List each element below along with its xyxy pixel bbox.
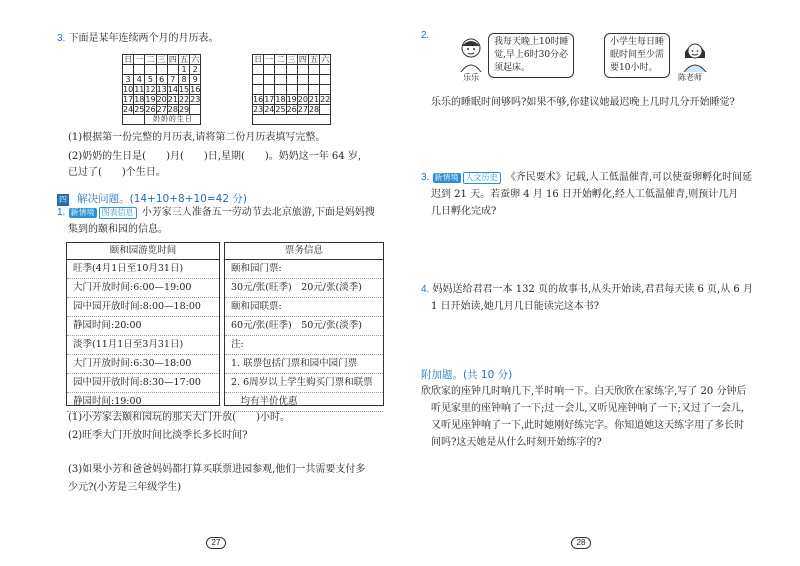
ticket-info-line: 60元/张(旺季) 50元/张(淡季) xyxy=(225,317,383,336)
calendar-day-cell xyxy=(275,75,286,85)
q1-tag-new-context: 新情境 xyxy=(70,208,95,217)
q3r-text-line3: 几日孵化完成? xyxy=(431,206,497,217)
calendar-day-cell: 2 xyxy=(190,65,201,75)
calendar-day-cell: 24 xyxy=(123,105,134,114)
section-4-heading xyxy=(57,187,247,206)
calendar-day-cell: 27 xyxy=(297,105,308,114)
calendar-day-cell xyxy=(253,65,264,75)
calendar-day-cell: 10 xyxy=(123,85,134,94)
calendar-day-cell: 3 xyxy=(123,75,134,85)
q3r-number: 3. xyxy=(421,172,430,183)
calendar-header-cell: 二 xyxy=(276,55,285,64)
calendar-week-row xyxy=(123,65,201,75)
calendar-day-cell: 9 xyxy=(190,75,201,85)
calendar-day-cell xyxy=(297,65,308,75)
calendar-note-blank xyxy=(253,115,331,125)
calendar-day-cell xyxy=(286,85,297,95)
bonus-line: 又听见座钟响了一下,此时她刚好练完字。你知道她这天练字用了多长时 xyxy=(431,420,745,431)
calendar-day-cell: 1 xyxy=(178,65,189,75)
calendar-header-cell: 三 xyxy=(157,55,166,64)
calendar-header-cell: 日 xyxy=(124,55,133,64)
q3r-tag-history: 人文历史 xyxy=(463,172,501,184)
calendar-week-row xyxy=(123,75,201,85)
visit-time-line: 园中园开放时间:8:30—17:00 xyxy=(67,374,219,393)
ticket-info-line: 颐和园联票: xyxy=(225,298,383,317)
q3r-text-line1: 《齐民要术》记载,人工低温催青,可以使蚕卵孵化时间延 xyxy=(505,172,753,183)
calendar-day-cell: 24 xyxy=(264,105,275,114)
calendar-header-cell: 六 xyxy=(191,55,200,64)
teacher-speech-line: 要10小时。 xyxy=(610,63,658,73)
visit-time-box xyxy=(66,242,220,406)
girl-speech-line: 我每天晚上10时睡 xyxy=(494,37,569,47)
calendar-day-cell xyxy=(123,65,134,75)
q1-sub2: (2)旺季大门开放时间比淡季长多长时间? xyxy=(68,430,248,441)
calendar-day-cell: 5 xyxy=(145,75,156,85)
calendar-day-cell: 4 xyxy=(134,75,145,85)
q1-line1 xyxy=(57,206,375,220)
q3-sub2-line1: (2)奶奶的生日是( )月( )日,星期( )。奶奶这一年 64 岁, xyxy=(68,151,362,162)
calendar-day-cell xyxy=(320,65,331,75)
q1-text-line1: 小芳家三人准备五一劳动节去北京旅游,下面是妈妈搜 xyxy=(141,207,375,218)
calendar-note-row xyxy=(123,115,201,125)
calendar-day-cell: 18 xyxy=(275,95,286,104)
q1-sub3-line2: 少元?(小芳是三年级学生) xyxy=(68,482,182,493)
q1-text-line2: 集到的颐和园的信息。 xyxy=(68,224,168,235)
calendar-day-cell xyxy=(286,75,297,85)
calendar-header-cell: 三 xyxy=(287,55,296,64)
calendar-day-cell xyxy=(308,85,319,95)
calendar-day-cell: 17 xyxy=(123,95,134,104)
calendar-day-cell: 22 xyxy=(320,95,331,104)
q1-number: 1. xyxy=(57,207,66,218)
calendar-day-cell: 23 xyxy=(253,105,264,114)
calendar-day-cell xyxy=(320,105,331,115)
bonus-line: 听见家里的座钟响了一下;过一会儿,又听见座钟响了一下;又过了一会儿, xyxy=(431,403,745,414)
calendar-day-cell: 27 xyxy=(156,105,167,114)
birthday-note: 奶奶的生日 xyxy=(145,115,201,125)
q3r-text-line2: 迟到 21 天。若蚕卵 4 月 16 日开始孵化,经人工低温催青,则预计几月 xyxy=(431,189,739,200)
calendar-week-row xyxy=(253,85,331,95)
q3-sub2-line2: 已过了( )个生日。 xyxy=(68,167,166,178)
q3r-line1 xyxy=(421,171,752,185)
calendar-day-cell xyxy=(264,65,275,75)
visit-time-line: 大门开放时间:6:00—19:00 xyxy=(67,279,219,298)
calendar-day-cell: 6 xyxy=(156,75,167,85)
calendar-day-cell xyxy=(167,65,178,75)
visit-time-line: 大门开放时间:6:30—18:00 xyxy=(67,355,219,374)
calendar-day-cell xyxy=(308,75,319,85)
calendar-day-cell xyxy=(156,65,167,75)
ticket-info-line: 2. 6周岁以上学生购买门票和联票 xyxy=(225,374,383,393)
bonus-line: 欣欣家的座钟几时响几下,半时响一下。白天欣欣在家练字,写了 20 分钟后 xyxy=(421,386,747,397)
calendar-day-cell: 21 xyxy=(167,95,178,104)
ticket-info-line: 30元/张(旺季) 20元/张(淡季) xyxy=(225,279,383,298)
ticket-info-lines xyxy=(225,260,383,412)
calendar-day-cell xyxy=(275,65,286,75)
q1-sub1: (1)小芳家去颐和园玩的那天大门开放( )小时。 xyxy=(68,412,290,423)
q2-number: 2. xyxy=(421,30,430,41)
calendar-day-cell: 25 xyxy=(275,105,286,114)
calendar-week-row xyxy=(123,105,201,115)
girl-figure-icon xyxy=(455,36,487,72)
calendar-header-cell: 日 xyxy=(254,55,263,64)
visit-time-line: 静园时间:20:00 xyxy=(67,317,219,336)
q3-line xyxy=(57,32,219,46)
teacher-speech-bubble xyxy=(604,33,670,78)
calendar-day-cell: 28 xyxy=(167,105,178,114)
calendar-day-cell: 14 xyxy=(167,85,178,94)
calendar-day-cell xyxy=(308,65,319,75)
calendar-day-cell xyxy=(275,85,286,95)
calendar-header-cell: 五 xyxy=(310,55,319,64)
visit-time-line: 园中园开放时间:8:00—18:00 xyxy=(67,298,219,317)
calendar-week-row xyxy=(253,95,331,105)
calendar-header-row xyxy=(253,55,331,65)
teacher-figure-icon xyxy=(680,38,710,72)
calendar-day-cell: 12 xyxy=(145,85,156,94)
ticket-info-title: 票务信息 xyxy=(225,243,383,260)
q3-number: 3. xyxy=(57,33,66,44)
q4-text-line2: 1 日开始读,她几月几日能读完这本书? xyxy=(431,301,600,312)
q4-line1 xyxy=(421,283,753,297)
calendar-day-cell xyxy=(286,65,297,75)
calendar-day-cell xyxy=(145,65,156,75)
calendar-day-cell: 13 xyxy=(156,85,167,94)
calendar-week-row xyxy=(253,75,331,85)
q4-number: 4. xyxy=(421,284,430,295)
calendar-day-cell: 7 xyxy=(167,75,178,85)
calendar-note-blank xyxy=(123,115,145,125)
calendar-header-cell: 一 xyxy=(135,55,144,64)
page-number-right: 28 xyxy=(571,537,591,549)
calendar-day-cell: 11 xyxy=(134,85,145,94)
teacher-speech-line: 眠时间至少需 xyxy=(610,50,665,60)
visit-time-lines xyxy=(67,260,219,412)
section-4-icon: 四 xyxy=(59,195,67,204)
calendar-day-cell: 20 xyxy=(297,95,308,104)
ticket-info-line: 均有半价优惠 xyxy=(225,393,383,412)
girl-speech-line: 须起床。 xyxy=(494,63,531,73)
calendar-header-cell: 四 xyxy=(168,55,177,64)
girl-speech-bubble xyxy=(488,33,574,78)
calendar-day-cell xyxy=(320,85,331,95)
page-number-left: 27 xyxy=(206,537,226,549)
calendar-day-cell xyxy=(264,75,275,85)
calendar-header-cell: 二 xyxy=(146,55,155,64)
calendar-day-cell: 29 xyxy=(178,105,190,114)
teacher-speech-line: 小学生每日睡 xyxy=(610,37,665,47)
q2-question: 乐乐的睡眠时间够吗?如果不够,你建议她最迟晚上几时几分开始睡觉? xyxy=(431,97,735,108)
calendar-day-cell xyxy=(134,65,145,75)
calendar-month-1 xyxy=(122,54,201,125)
calendar-day-cell: 19 xyxy=(145,95,156,104)
section-4-title: 解决问题。(14+10+8+10=42 分) xyxy=(77,193,247,205)
q3r-tag-new-context: 新情境 xyxy=(434,173,459,182)
calendar-header-cell: 一 xyxy=(265,55,274,64)
ticket-info-line: 1. 联票包括门票和园中园门票 xyxy=(225,355,383,374)
calendar-week-row xyxy=(123,95,201,105)
calendar-month-2 xyxy=(252,54,331,125)
calendar-day-cell: 23 xyxy=(190,95,201,104)
calendar-day-cell xyxy=(253,85,264,95)
calendar-day-cell: 22 xyxy=(178,95,190,104)
ticket-info-line: 注: xyxy=(225,336,383,355)
calendar-day-cell: 16 xyxy=(253,95,264,104)
calendar-day-cell: 20 xyxy=(156,95,167,104)
ticket-info-line: 颐和园门票: xyxy=(225,260,383,279)
calendar-day-cell: 28 xyxy=(308,105,320,114)
calendar-day-cell xyxy=(297,75,308,85)
calendar-day-cell: 19 xyxy=(286,95,297,104)
q1-sub3-line1: (3)如果小芳和爸爸妈妈都打算买联票进园参观,他们一共需要支付多 xyxy=(68,464,366,475)
calendar-day-cell: 17 xyxy=(264,95,275,104)
girl-name: 乐乐 xyxy=(463,73,479,82)
girl-speech-line: 觉,早上6时30分必 xyxy=(494,50,569,60)
calendar-header-row xyxy=(123,55,201,65)
calendar-week-row xyxy=(253,105,331,115)
q4-text-line1: 妈妈送给君君一本 132 页的故事书,从头开始读,君君每天读 6 页,从 6 月 xyxy=(432,284,753,295)
calendar-day-cell: 8 xyxy=(178,75,189,85)
teacher-name: 陈老师 xyxy=(678,73,702,82)
calendar-day-cell: 18 xyxy=(134,95,145,104)
calendar-day-cell xyxy=(190,105,201,115)
calendar-day-cell: 26 xyxy=(286,105,297,114)
calendar-day-cell: 15 xyxy=(178,85,190,94)
visit-time-line: 旺季(4月1日至10月31日) xyxy=(67,260,219,279)
q3-sub1: (1)根据第一份完整的月历表,请将第二份月历表填写完整。 xyxy=(68,132,326,143)
calendar-note-row xyxy=(253,115,331,125)
calendar-day-cell xyxy=(320,75,331,85)
calendar-week-row xyxy=(123,85,201,95)
bonus-line: 间吗?这天她是从什么时刻开始练字的? xyxy=(431,437,602,448)
calendar-day-cell: 25 xyxy=(134,105,145,114)
calendar-day-cell xyxy=(297,85,308,95)
calendar-day-cell: 16 xyxy=(190,85,201,94)
q3-text: 下面是某年连续两个月的月历表。 xyxy=(68,33,219,44)
visit-time-title: 颐和园游览时间 xyxy=(67,243,219,260)
bonus-title: 附加题。(共 10 分) xyxy=(421,369,513,381)
calendar-day-cell xyxy=(264,85,275,95)
calendar-day-cell: 21 xyxy=(308,95,320,104)
calendar-week-row xyxy=(253,65,331,75)
calendar-header-cell: 五 xyxy=(180,55,189,64)
q1-tag-chart-info: 图表信息 xyxy=(99,207,137,219)
calendar-header-cell: 四 xyxy=(298,55,307,64)
visit-time-line: 静园时间:19:00 xyxy=(67,393,219,412)
visit-time-line: 淡季(11月1日至3月31日) xyxy=(67,336,219,355)
calendar-header-cell: 六 xyxy=(321,55,330,64)
calendar-day-cell xyxy=(253,75,264,85)
calendar-day-cell: 26 xyxy=(145,105,156,114)
ticket-info-box xyxy=(224,242,384,406)
